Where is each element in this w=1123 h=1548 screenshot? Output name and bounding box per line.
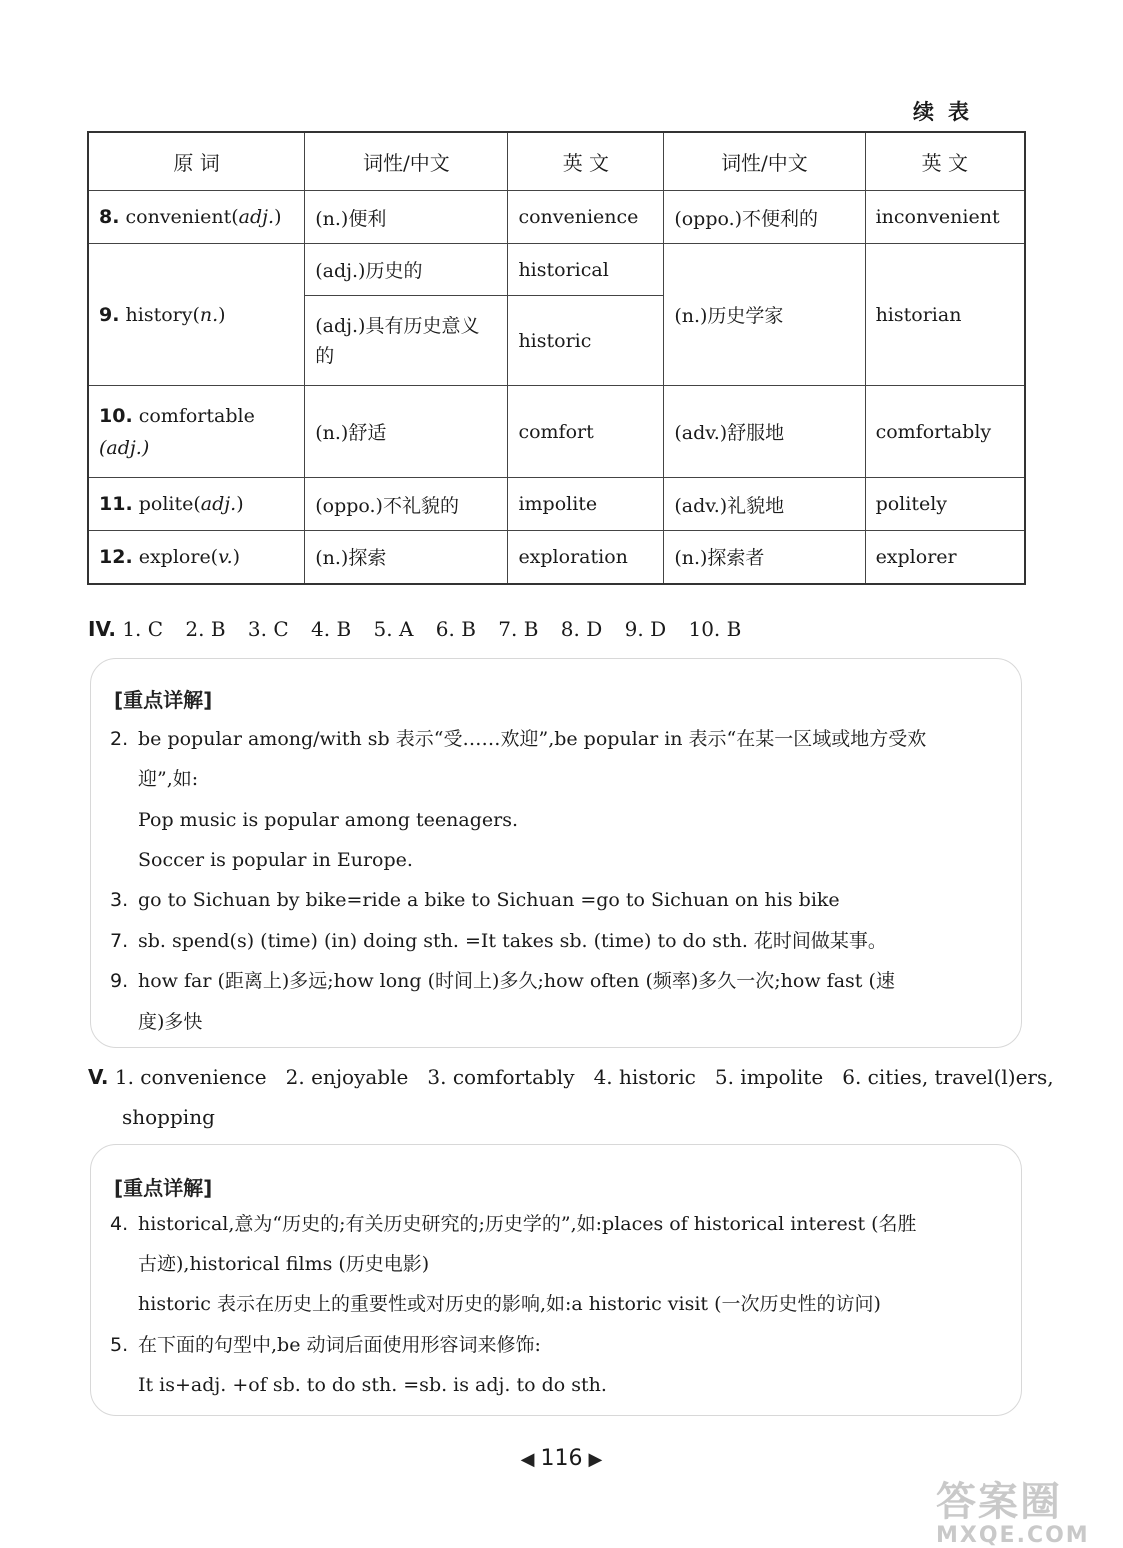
right-triangle-icon: ▶ xyxy=(588,1449,603,1470)
chinese-cell: (adj.)历史的 xyxy=(305,244,508,296)
chinese-cell: (oppo.)不便利的 xyxy=(664,191,865,244)
word-cell: 10. comfortable (adj.) xyxy=(88,386,305,478)
note-line: 度)多快 xyxy=(138,1011,203,1033)
page-number: ◀ 116 ▶ xyxy=(520,1446,603,1471)
word-cell: 8. convenient(adj.) xyxy=(88,191,305,244)
table-row xyxy=(88,191,1025,244)
chinese-cell: (adj.)具有历史意义的 xyxy=(305,296,508,386)
left-triangle-icon: ◀ xyxy=(520,1449,535,1470)
chinese-cell: (oppo.)不礼貌的 xyxy=(305,478,508,531)
note-line: 4. historical,意为“历史的;有关历史研究的;历史学的”,如:places of historical interest (名胜 xyxy=(110,1213,917,1235)
table-header-row xyxy=(88,132,1025,191)
chinese-cell: (n.)探索 xyxy=(305,531,508,584)
answer-item: 5. A xyxy=(373,617,414,641)
chinese-cell: (adv.)舒服地 xyxy=(664,386,865,478)
section-v-label: V. xyxy=(88,1065,109,1089)
note-line: It is+adj. +of sb. to do sth. =sb. is adj. to do sth. xyxy=(138,1374,607,1396)
section-v-answers xyxy=(88,1065,1054,1089)
word-cell: 12. explore(v.) xyxy=(88,531,305,584)
notes-v-title: [重点详解] xyxy=(114,1176,213,1200)
answer-line: 1. convenience 2. enjoyable 3. comfortably 4. historic 5. impolite 6. cities, travel(l)ers, xyxy=(114,1065,1054,1089)
english-cell: explorer xyxy=(865,531,1025,584)
english-cell: convenience xyxy=(508,191,664,244)
chinese-cell: (n.)舒适 xyxy=(305,386,508,478)
word-cell: 11. polite(adj.) xyxy=(88,478,305,531)
vocab-table xyxy=(87,131,1026,585)
english-cell: politely xyxy=(865,478,1025,531)
note-line: 迎”,如: xyxy=(138,768,199,790)
section-iv-answers xyxy=(88,617,757,641)
english-cell: comfortably xyxy=(865,386,1025,478)
english-cell: exploration xyxy=(508,531,664,584)
notes-iv-title: [重点详解] xyxy=(114,688,213,712)
answer-item: 9. D xyxy=(624,617,667,641)
chinese-cell: (n.)探索者 xyxy=(664,531,865,584)
note-line: Pop music is popular among teenagers. xyxy=(138,809,518,831)
header-pos-chinese-2: 词性/中文 xyxy=(664,132,865,191)
answer-item: 4. B xyxy=(311,617,352,641)
english-cell: historic xyxy=(508,296,664,386)
continued-label: 续表 xyxy=(913,100,983,124)
table-row xyxy=(88,531,1025,584)
answer-item: 1. C xyxy=(122,617,164,641)
answer-item: 2. B xyxy=(185,617,226,641)
english-cell: inconvenient xyxy=(865,191,1025,244)
note-line: historic 表示在历史上的重要性或对历史的影响,如:a historic visit (一次历史性的访问) xyxy=(138,1293,881,1315)
chinese-cell: (n.)便利 xyxy=(305,191,508,244)
note-line: Soccer is popular in Europe. xyxy=(138,849,413,871)
note-line: 古迹),historical films (历史电影) xyxy=(138,1253,430,1275)
english-cell: comfort xyxy=(508,386,664,478)
answer-item: 8. D xyxy=(560,617,603,641)
answer-item: 6. B xyxy=(435,617,476,641)
header-english-2: 英 文 xyxy=(865,132,1025,191)
header-english: 英 文 xyxy=(508,132,664,191)
answer-line-2: shopping xyxy=(122,1105,215,1129)
section-iv-label: IV. xyxy=(88,617,116,641)
answer-item: 7. B xyxy=(498,617,539,641)
table-row xyxy=(88,244,1025,296)
english-cell: historian xyxy=(865,244,1025,386)
note-line: 7. sb. spend(s) (time) (in) doing sth. =It takes sb. (time) to do sth. 花时间做某事。 xyxy=(110,930,887,952)
note-line: 9. how far (距离上)多远;how long (时间上)多久;how often (频率)多久一次;how fast (速 xyxy=(110,970,895,992)
header-pos-chinese: 词性/中文 xyxy=(305,132,508,191)
note-line: 5. 在下面的句型中,be 动词后面使用形容词来修饰: xyxy=(110,1334,541,1356)
note-line: 2. be popular among/with sb 表示“受……欢迎”,be popular in 表示“在某一区域或地方受欢 xyxy=(110,728,927,750)
header-original-word: 原 词 xyxy=(88,132,305,191)
english-cell: historical xyxy=(508,244,664,296)
english-cell: impolite xyxy=(508,478,664,531)
table-row xyxy=(88,478,1025,531)
chinese-cell: (adv.)礼貌地 xyxy=(664,478,865,531)
note-line: 3. go to Sichuan by bike=ride a bike to Sichuan =go to Sichuan on his bike xyxy=(110,889,840,911)
answer-item: 3. C xyxy=(247,617,289,641)
table-row xyxy=(88,386,1025,478)
watermark-logo: 答案圈 MXQE.COM xyxy=(936,1479,1090,1548)
answer-item: 10. B xyxy=(688,617,742,641)
word-cell: 9. history(n.) xyxy=(88,244,305,386)
chinese-cell: (n.)历史学家 xyxy=(664,244,865,386)
